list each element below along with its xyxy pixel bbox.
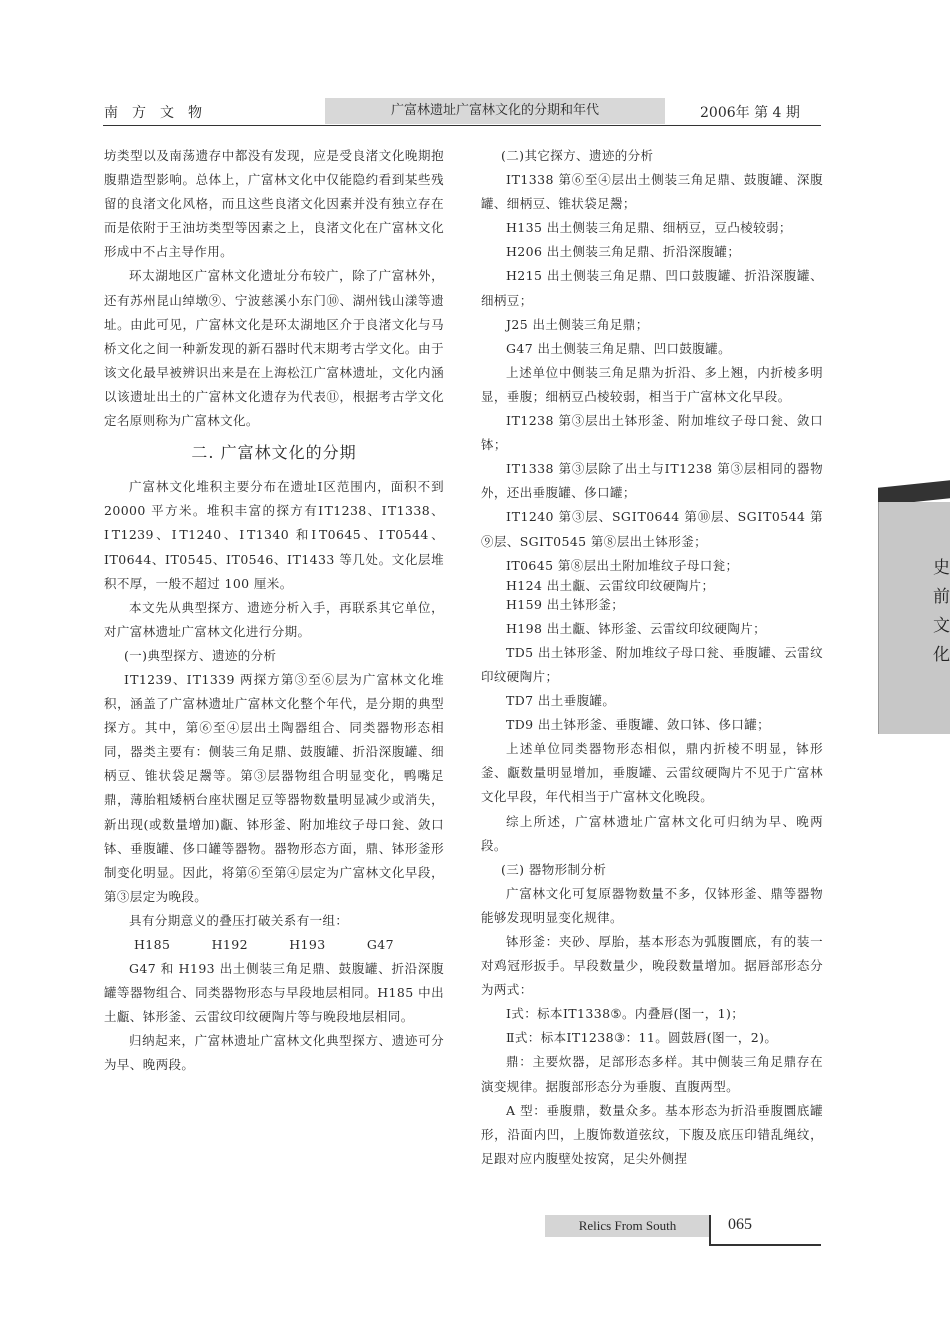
paragraph: 环太湖地区广富林文化遗址分布较广，除了广富林外，还有苏州昆山绰墩⑨、宁波慈溪小东门⑩、湖州钱山漾等遗址。由此可见，广富林文化是环太湖地区介于良渚文化与马桥文化之间一种新发现的新石器时代末期考古学文化。由于该文化最早被辨识出来是在上海松江广富林遗址，文化内涵以该遗址出土的广富林文化遗存为代表⑪，根据考古学文化定名原则称为广富林文化。 xyxy=(104,268,444,429)
header-rule xyxy=(103,125,821,126)
paragraph: 广富林文化堆积主要分布在遗址Ⅰ区范围内，面积不到 20000 平方米。堆积丰富的探方有ⅠT1238、ⅠT1338、ⅠT1239、ⅠT1240、ⅠT1340 和ⅠT0645、ⅠT0544、ⅠT0644、ⅠT0545、ⅠT0546、ⅠT1433 等几处。文化层堆积不厚，一般不超过 100 厘米。 xyxy=(104,479,444,591)
footer-journal-name: Relics From South xyxy=(578,1218,677,1233)
paragraph: 本文先从典型探方、遗迹分析入手，再联系其它单位，对广富林遗址广富林文化进行分期。 xyxy=(104,599,444,639)
paragraph: J25 出土侧装三角足鼎； xyxy=(506,316,649,332)
running-title: 广富林遗址广富林文化的分期和年代 xyxy=(325,98,665,124)
paragraph: ⅠT0645 第⑧层出土附加堆纹子母口瓮； xyxy=(506,557,739,573)
footer-rule-vertical xyxy=(709,1215,711,1245)
paragraph: G47 出土侧装三角足鼎、凹口鼓腹罐。 xyxy=(506,340,731,356)
page-number: 065 xyxy=(728,1216,752,1233)
subsection-heading: (一)典型探方、遗迹的分析 xyxy=(124,647,277,663)
subsection-heading: (二)其它探方、遗迹的分析 xyxy=(501,148,654,163)
section-heading: 二. 广富林文化的分期 xyxy=(191,443,357,463)
sequence-unit: H192 xyxy=(211,937,248,952)
journal-name: 南方文物 xyxy=(104,105,216,121)
paragraph: 综上所述，广富林遗址广富林文化可归纳为早、晚两段。 xyxy=(481,813,823,853)
paragraph: H124 出土甗、云雷纹印纹硬陶片； xyxy=(506,577,715,593)
paragraph: H159 出土钵形釜； xyxy=(506,596,625,612)
paragraph: 鼎：主要炊器，足部形态多样。其中侧装三角足鼎存在演变规律。据腹部形态分为垂腹、直腹两型。 xyxy=(481,1054,823,1094)
right-column xyxy=(481,144,823,1171)
footer-rule-horizontal xyxy=(709,1244,821,1246)
paragraph: 具有分期意义的叠压打破关系有一组： xyxy=(129,912,349,928)
paragraph: TD9 出土钵形釜、垂腹罐、敛口钵、侈口罐； xyxy=(506,717,771,733)
paragraph: Ⅱ式：标本ⅠT1238③：11。圆鼓唇(图一，2)。 xyxy=(506,1030,778,1046)
paragraph: TD7 出土垂腹罐。 xyxy=(506,693,616,709)
sequence-unit: G47 xyxy=(366,937,394,952)
paragraph: Ⅰ式：标本ⅠT1338⑤。内叠唇(图一，1)； xyxy=(506,1006,745,1022)
sequence-unit: H185 xyxy=(134,937,171,952)
paragraph: 钵形釜：夹砂、厚胎，基本形态为弧腹圜底，有的装一对鸡冠形扳手。早段数量少，晚段数量增加。据唇部形态分为两式： xyxy=(481,934,823,998)
paragraph: ⅠT1338 第③层除了出土与ⅠT1238 第③层相同的器物外，还出垂腹罐、侈口罐； xyxy=(481,461,823,501)
paragraph: ⅠT1239、ⅠT1339 两探方第③至⑥层为广富林文化堆积，涵盖了广富林遗址广富林文化整个年代，是分期的典型探方。其中，第⑥至④层出土陶器组合、同类器物形态相同，器类主要有：侧装三角足鼎、鼓腹罐、折沿深腹罐、细柄豆、锥状袋足鬶等。第③层器物组合明显变化，鸭嘴足鼎，薄胎粗矮柄台座状圈足豆等器物数量明显减少或消失，新出现(或数量增加)甗、钵形釜、附加堆纹子母口瓮、敛口钵、垂腹罐、侈口罐等器物。器物形态方面，鼎、钵形釜形制变化明显。因此，将第⑥至第④层定为广富林文化早段，第③层定为晚段。 xyxy=(104,671,444,904)
paragraph: TD5 出土钵形釜、附加堆纹子母口瓮、垂腹罐、云雷纹印纹硬陶片； xyxy=(481,644,823,684)
sequence-unit: H193 xyxy=(289,937,326,952)
paragraph: 坊类型以及南荡遗存中都没有发现，应是受良渚文化晚期抱腹鼎造型影响。总体上，广富林文化中仅能隐约看到某些残留的良渚文化风格，而且这些良渚文化因素并没有独立存在而是依附于王油坊类型等因素之上，良渚文化在广富林文化形成中不占主导作用。 xyxy=(104,148,444,260)
paragraph: ⅠT1238 第③层出土钵形釜、附加堆纹子母口瓮、敛口钵； xyxy=(481,413,823,453)
paragraph: H206 出土侧装三角足鼎、折沿深腹罐； xyxy=(506,244,741,260)
paragraph: 归纳起来，广富林遗址广富林文化典型探方、遗迹可分为早、晚两段。 xyxy=(104,1033,444,1073)
paragraph: G47 和 H193 出土侧装三角足鼎、鼓腹罐、折沿深腹罐等器物组合、同类器物形态与早段地层相同。H185 中出土甗、钵形釜、云雷纹印纹硬陶片等与晚段地层相同。 xyxy=(104,961,444,1025)
paragraph: A 型：垂腹鼎，数量众多。基本形态为折沿垂腹圜底罐形，沿面内凹，上腹饰数道弦纹，下腹及底压印错乱绳纹，足跟对应内腹壁处按窝，足尖外侧捏 xyxy=(481,1102,823,1166)
paragraph: H215 出土侧装三角足鼎、凹口鼓腹罐、折沿深腹罐、细柄豆； xyxy=(481,268,823,308)
paragraph: H135 出土侧装三角足鼎、细柄豆，豆凸棱较弱； xyxy=(506,220,792,236)
subsection-heading: (三) 器物形制分析 xyxy=(501,861,607,877)
stratigraphic-sequence xyxy=(104,933,444,957)
paragraph: ⅠT1338 第⑥至④层出土侧装三角足鼎、鼓腹罐、深腹罐、细柄豆、锥状袋足鬶； xyxy=(481,172,823,212)
paragraph: 上述单位同类器物形态相似，鼎内折棱不明显，钵形釜、甗数量明显增加，垂腹罐、云雷纹硬陶片不见于广富林文化早段，年代相当于广富林文化晚段。 xyxy=(481,741,823,805)
issue-label: 2006年 第 4 期 xyxy=(700,105,800,121)
left-column xyxy=(104,144,444,1078)
paragraph: 广富林文化可复原器物数量不多，仅钵形釜、鼎等器物能够发现明显变化规律。 xyxy=(481,885,823,925)
paragraph: ⅠT1240 第③层、SGⅠT0644 第⑩层、SGⅠT0544 第⑨层、SGⅠT0545 第⑧层出土钵形釜； xyxy=(481,509,823,549)
paragraph: H198 出土甗、钵形釜、云雷纹印纹硬陶片； xyxy=(506,620,767,636)
paragraph: 上述单位中侧装三角足鼎为折沿、多上翘，内折棱多明显，垂腹；细柄豆凸棱较弱，相当于广富林文化早段。 xyxy=(481,364,823,404)
side-tab-label: 史前文化 xyxy=(929,558,949,674)
section-side-tab xyxy=(878,502,950,734)
